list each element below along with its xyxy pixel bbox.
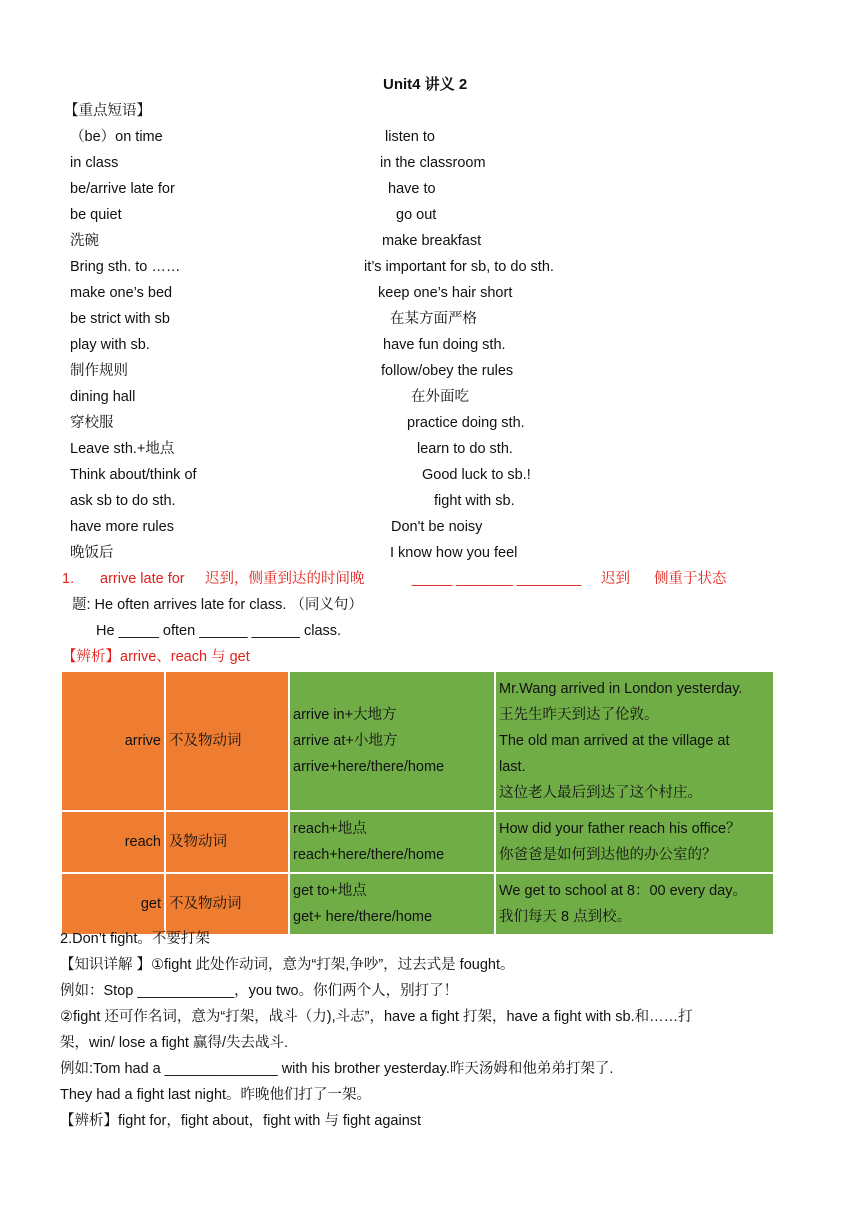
phrase-left: 洗碗 [70,233,99,249]
phrase-right: have fun doing sth. [383,337,506,353]
item1-number: 1. [62,571,75,587]
item2-detail2a: ②fight 还可作名词，意为“打架，战斗（力),斗志”，have a fight 打架，have a fight with sb.和……打 [60,1009,693,1025]
item1-phrase: arrive late for [100,571,185,587]
item2-heading: 2.Don’t fight。不要打架 [60,931,210,947]
phrase-left: 穿校服 [70,415,114,431]
phrase-right: 在外面吃 [411,389,469,405]
phrase-left: 制作规则 [70,363,128,379]
phrase-left: play with sb. [70,337,150,353]
item2-example2: 例如:Tom had a ______________ with his brother yesterday.昨天汤姆和他弟弟打架了. [60,1061,614,1077]
example-cell: How did your father reach his office？ 你爸爸是如何到达他的办公室的？ [495,811,774,873]
phrase-left: Think about/think of [70,467,197,483]
item1-meaning3: 侧重于状态 [654,571,727,587]
phrase-right: practice doing sth. [407,415,525,431]
item1-answer: He _____ often ______ ______ class. [96,623,342,639]
phrase-left: dining hall [70,389,136,405]
table-row [61,873,774,935]
item1-question: 题: He often arrives late for class. （同义句） [72,597,363,613]
table-row [61,671,774,811]
page-title: Unit4 讲义 2 [383,76,468,93]
phrase-left: be quiet [70,207,122,223]
phrase-right: Good luck to sb.! [422,467,531,483]
phrase-right: learn to do sth. [417,441,513,457]
item2-compare: 【辨析】fight for，fight about，fight with 与 fight against [60,1113,422,1129]
usage-cell: arrive in+大地方 arrive at+小地方 arrive+here/there/home [289,671,495,811]
type-cell: 及物动词 [165,811,289,873]
phrase-left: Leave sth.+地点 [70,441,175,457]
word-cell: reach [61,811,165,873]
type-cell: 不及物动词 [165,671,289,811]
phrase-right: keep one’s hair short [378,285,513,301]
phrase-right: fight with sb. [434,493,515,509]
example-cell: We get to school at 8：00 every day。 我们每天 8 点到校。 [495,873,774,935]
phrase-left: make one’s bed [70,285,173,301]
phrase-left: 晚饭后 [70,545,114,561]
type-cell: 不及物动词 [165,873,289,935]
item1-meaning2: 迟到 [601,571,630,587]
compare-table [60,670,775,936]
word-cell: get [61,873,165,935]
phrase-right: have to [388,181,436,197]
item2-detail1: 【知识详解 】①fight 此处作动词，意为“打架,争吵”，过去式是 fought。 [60,957,515,973]
item2-example1: 例如：Stop ____________，you two。你们两个人，别打了！ [60,983,459,999]
phrase-left: Bring sth. to …… [70,259,181,275]
phrase-right: Don't be noisy [391,519,483,535]
item2-example3: They had a fight last night。昨晚他们打了一架。 [60,1087,372,1103]
phrase-left: have more rules [70,519,174,535]
item1-meaning: 迟到，侧重到达的时间晚 [205,571,365,587]
compare-header: 【辨析】arrive、reach 与 get [62,649,250,665]
phrase-right: I know how you feel [390,545,518,561]
phrases-header: 【重点短语】 [64,103,151,119]
phrase-right: listen to [385,129,435,145]
phrase-left: （be）on time [70,129,163,145]
item2-detail2b: 架，win/ lose a fight 赢得/失去战斗. [60,1035,289,1051]
table-row [61,811,774,873]
item1-blanks: _____ _______ ________ [412,571,582,587]
word-cell: arrive [61,671,165,811]
usage-cell: get to+地点 get+ here/there/home [289,873,495,935]
phrase-left: be/arrive late for [70,181,175,197]
phrase-right: 在某方面严格 [390,311,477,327]
phrase-left: be strict with sb [70,311,170,327]
phrase-left: ask sb to do sth. [70,493,176,509]
phrase-left: in class [70,155,119,171]
example-cell: Mr.Wang arrived in London yesterday. 王先生昨天到达了伦敦。 The old man arrived at the village at last. 这位老人最后到达了这个村庄。 [495,671,774,811]
phrase-right: go out [396,207,437,223]
phrase-right: make breakfast [382,233,482,249]
phrase-right: follow/obey the rules [381,363,514,379]
phrase-right: it’s important for sb, to do sth. [364,259,554,275]
phrase-right: in the classroom [380,155,486,171]
usage-cell: reach+地点 reach+here/there/home [289,811,495,873]
